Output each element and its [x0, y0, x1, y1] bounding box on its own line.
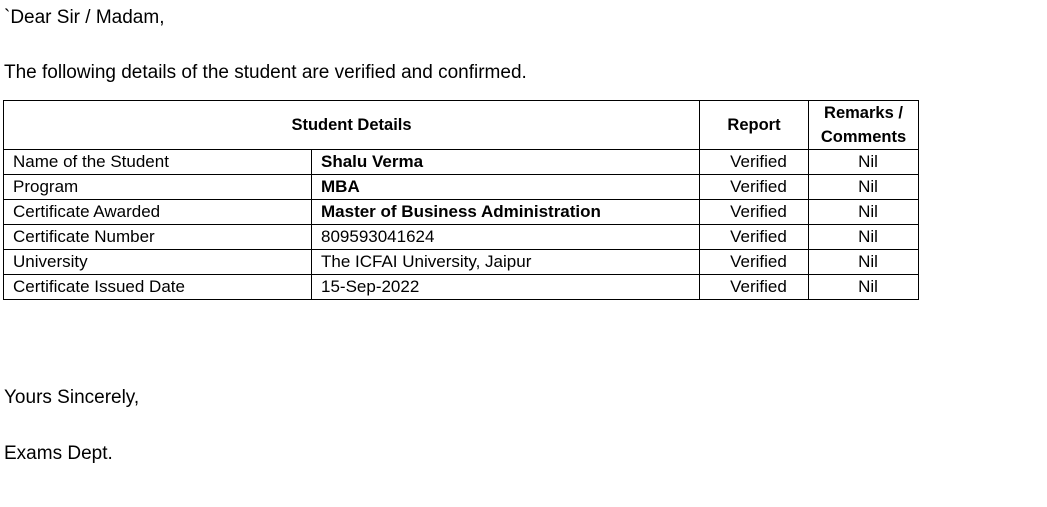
row-label: Name of the Student [4, 150, 312, 175]
row-value: Shalu Verma [312, 150, 700, 175]
table-row [4, 150, 919, 175]
row-remarks: Nil [809, 250, 919, 275]
row-value: 15-Sep-2022 [312, 275, 700, 300]
row-value: Master of Business Administration [312, 200, 700, 225]
row-report: Verified [700, 150, 809, 175]
table-row [4, 175, 919, 200]
row-value: 809593041624 [312, 225, 700, 250]
signature-text: Exams Dept. [4, 443, 113, 464]
table-header [4, 101, 919, 150]
greeting-text: `Dear Sir / Madam, [4, 7, 165, 28]
header-report: Report [700, 101, 809, 150]
row-remarks: Nil [809, 225, 919, 250]
table-row [4, 200, 919, 225]
student-details-table [3, 100, 919, 300]
table-row [4, 250, 919, 275]
row-report: Verified [700, 275, 809, 300]
row-remarks: Nil [809, 175, 919, 200]
row-remarks: Nil [809, 200, 919, 225]
header-remarks-line2: Comments [820, 128, 907, 146]
row-value: MBA [312, 175, 700, 200]
row-remarks: Nil [809, 275, 919, 300]
intro-text: The following details of the student are verified and confirmed. [4, 62, 527, 83]
row-label: University [4, 250, 312, 275]
header-student-details: Student Details [4, 101, 700, 150]
table-body [4, 150, 919, 300]
row-report: Verified [700, 175, 809, 200]
row-remarks: Nil [809, 150, 919, 175]
row-label: Certificate Issued Date [4, 275, 312, 300]
row-label: Program [4, 175, 312, 200]
header-remarks-line1: Remarks / [824, 104, 903, 122]
table-row [4, 225, 919, 250]
table-row [4, 275, 919, 300]
header-remarks [809, 101, 919, 150]
row-value: The ICFAI University, Jaipur [312, 250, 700, 275]
row-report: Verified [700, 250, 809, 275]
table-header-row [4, 101, 919, 150]
closing-text: Yours Sincerely, [4, 387, 140, 408]
row-report: Verified [700, 200, 809, 225]
row-label: Certificate Number [4, 225, 312, 250]
row-report: Verified [700, 225, 809, 250]
row-label: Certificate Awarded [4, 200, 312, 225]
